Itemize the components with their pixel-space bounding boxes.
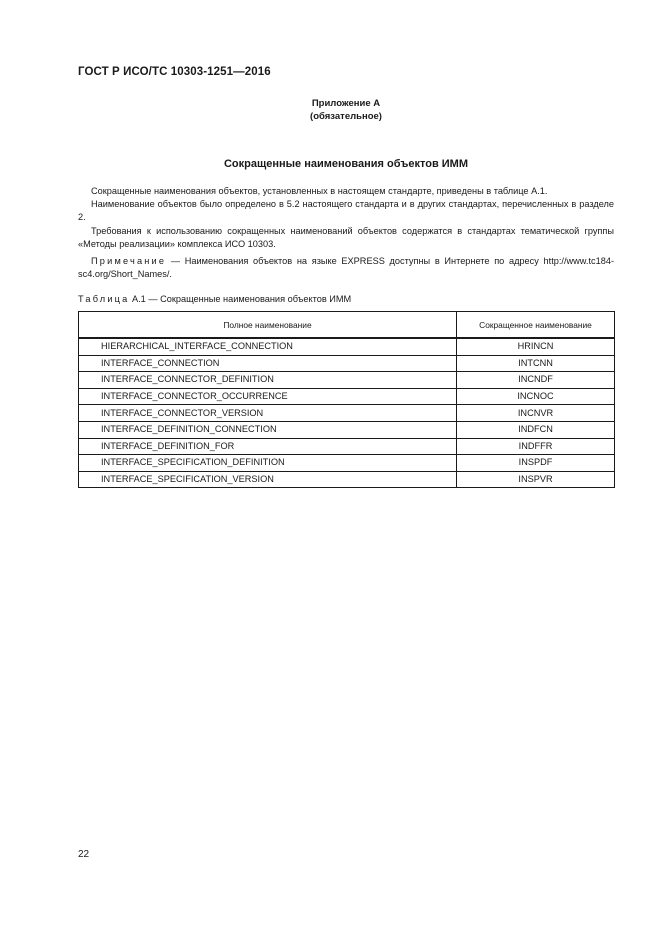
cell-short-name: INTCNN (457, 355, 615, 372)
cell-short-name: HRINCN (457, 338, 615, 355)
page-number: 22 (78, 849, 90, 860)
appendix-label: Приложение А (311, 98, 381, 109)
table-row (79, 471, 615, 488)
cell-full-name: INTERFACE_SPECIFICATION_VERSION (79, 471, 457, 488)
table-row (79, 338, 615, 355)
paragraph: Требования к использованию сокращенных наименований объектов содержатся в стандартах тематической группы «Методы реализации» комплекса ИСО 10303. (78, 225, 614, 249)
table-row (79, 455, 615, 472)
table-row (79, 405, 615, 422)
cell-full-name: HIERARCHICAL_INTERFACE_CONNECTION (79, 338, 457, 355)
table-row (79, 355, 615, 372)
table-caption-label: Таблица (78, 294, 130, 304)
body-text (78, 185, 614, 281)
cell-short-name: INCNVR (457, 405, 615, 422)
cell-full-name: INTERFACE_DEFINITION_CONNECTION (79, 421, 457, 438)
cell-short-name: INDFCN (457, 421, 615, 438)
cell-short-name: INCNDF (457, 372, 615, 389)
paragraph: Сокращенные наименования объектов, установленных в настоящем стандарте, приведены в таблице А.1. (91, 186, 548, 196)
cell-full-name: INTERFACE_SPECIFICATION_DEFINITION (79, 455, 457, 472)
header-full-name: Полное наименование (79, 312, 457, 339)
table-header-row (79, 312, 615, 339)
note-label: Примечание (91, 256, 167, 267)
cell-full-name: INTERFACE_CONNECTION (79, 355, 457, 372)
short-names-table (78, 311, 615, 488)
table-row (79, 388, 615, 405)
table-row (79, 438, 615, 455)
table-row (79, 372, 615, 389)
cell-short-name: INSPDF (457, 455, 615, 472)
cell-full-name: INTERFACE_DEFINITION_FOR (79, 438, 457, 455)
table-row (79, 421, 615, 438)
table-caption (78, 294, 351, 304)
cell-full-name: INTERFACE_CONNECTOR_OCCURRENCE (79, 388, 457, 405)
note (78, 255, 614, 281)
appendix-heading (0, 97, 661, 123)
standard-header: ГОСТ Р ИСО/ТС 10303-1251—2016 (78, 66, 271, 78)
cell-short-name: INDFFR (457, 438, 615, 455)
appendix-status: (обязательное) (310, 111, 382, 122)
table-caption-text: А.1 — Сокращенные наименования объектов ИММ (132, 294, 352, 304)
cell-short-name: INSPVR (457, 471, 615, 488)
header-short-name: Сокращенное наименование (457, 312, 615, 339)
cell-short-name: INCNOC (457, 388, 615, 405)
paragraph: Наименование объектов было определено в 5.2 настоящего стандарта и в других стандартах, перечисленных в разделе 2. (78, 199, 614, 223)
section-title: Сокращенные наименования объектов ИММ (223, 158, 469, 170)
cell-full-name: INTERFACE_CONNECTOR_DEFINITION (79, 372, 457, 389)
cell-full-name: INTERFACE_CONNECTOR_VERSION (79, 405, 457, 422)
note-text: — Наименования объектов на языке EXPRESS доступны в Интернете по адресу http://www.tc184-sc4.org/Short_Names/. (78, 256, 614, 280)
